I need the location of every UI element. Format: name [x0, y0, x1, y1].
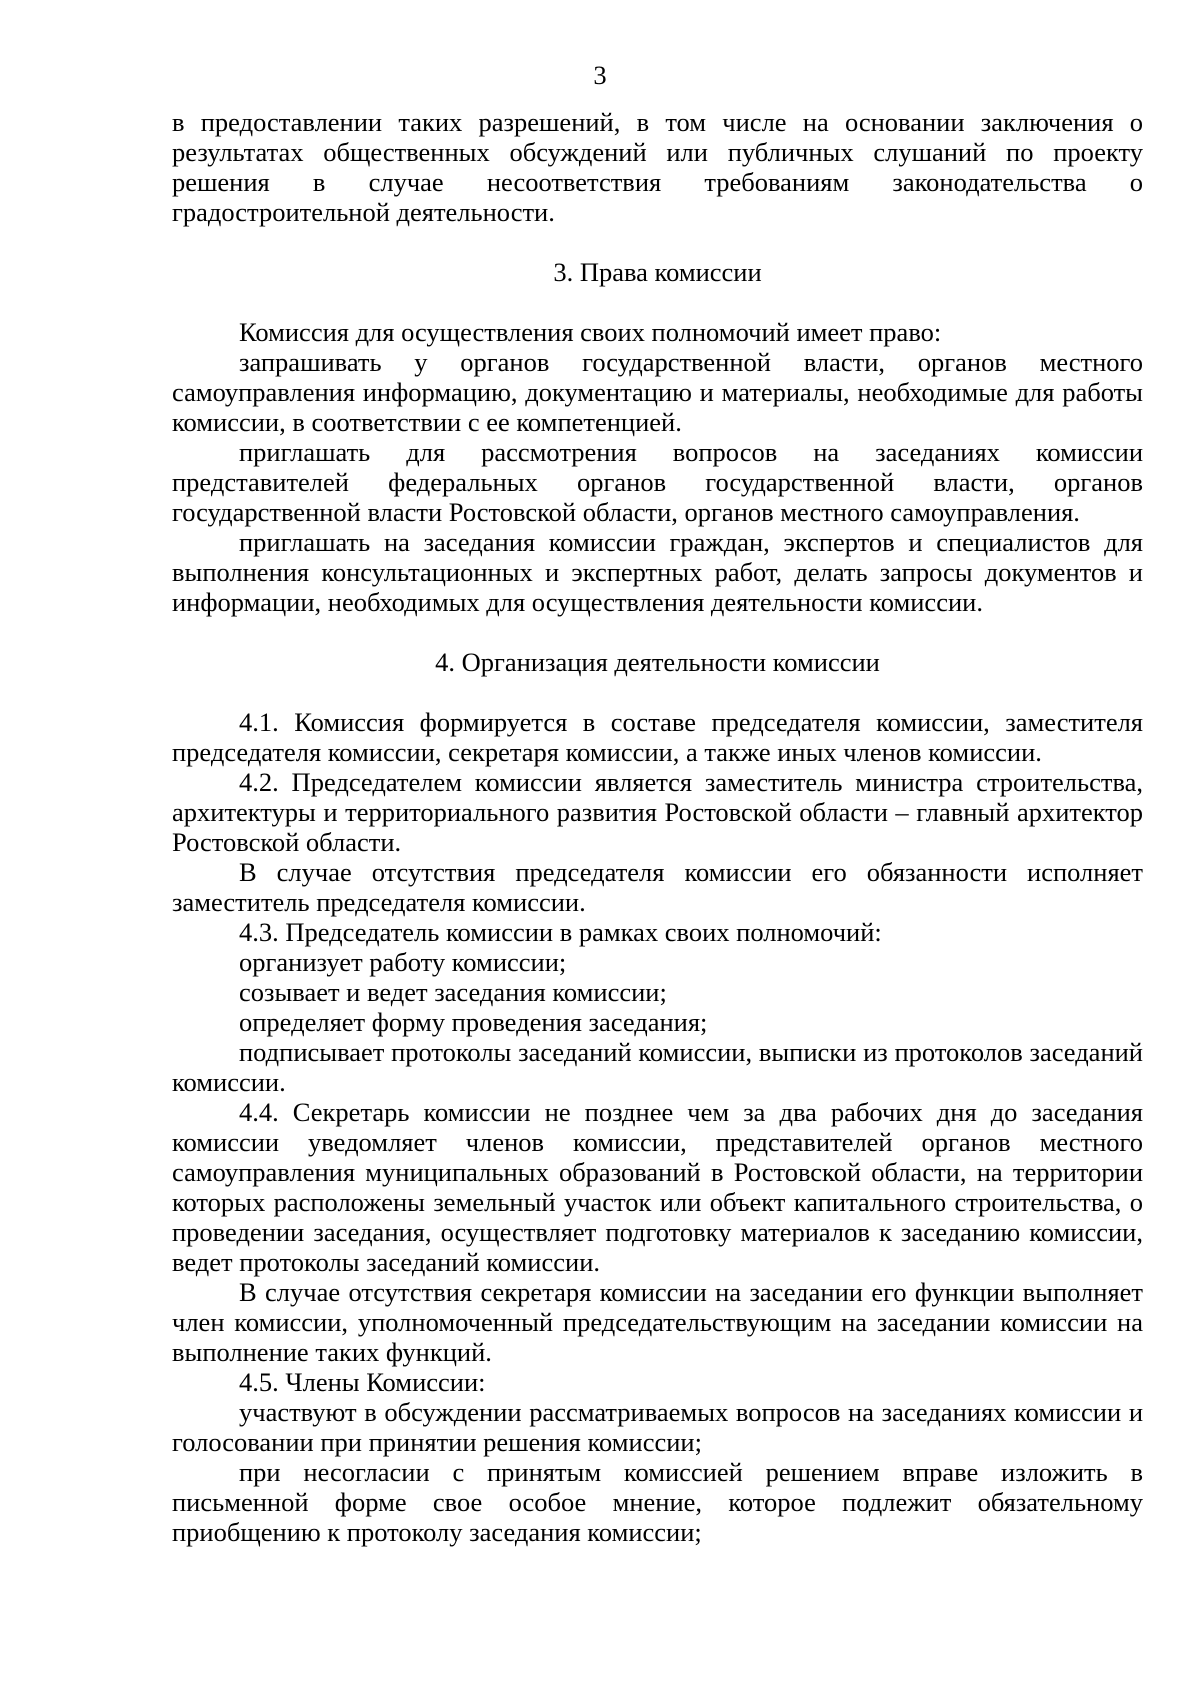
section-3-paragraph: приглашать для рассмотрения вопросов на заседаниях комиссии представителей федеральных органов государственной власти, органов государственной власти Ростовской области, органов местного самоуправления.	[172, 437, 1143, 527]
section-4-list-item: организует работу комиссии;	[239, 947, 567, 977]
document-body	[172, 107, 1143, 1547]
intro-paragraph: в предоставлении таких разрешений, в том числе на основании заключения о результатах общественных обсуждений или публичных слушаний по проекту решения в случае несоответствия требованиям законодательства о градостроительной деятельности.	[172, 107, 1143, 227]
spacer	[172, 287, 1143, 317]
section-3-heading: 3. Права комиссии	[553, 257, 762, 287]
section-3-paragraph: приглашать на заседания комиссии граждан, экспертов и специалистов для выполнения консультационных и экспертных работ, делать запросы документов и информации, необходимых для осуществления деятельности комиссии.	[172, 527, 1143, 617]
section-4-paragraph: 4.2. Председателем комиссии является заместитель министра строительства, архитектуры и территориального развития Ростовской области – главный архитектор Ростовской области.	[172, 767, 1143, 857]
section-4-paragraph: 4.4. Секретарь комиссии не позднее чем за два рабочих дня до заседания комиссии уведомляет членов комиссии, представителей органов местного самоуправления муниципальных образований в Ростовской области, на территории которых расположены земельный участок или объект капитального строительства, о проведении заседания, осуществляет подготовку материалов к заседанию комиссии, ведет протоколы заседаний комиссии.	[172, 1097, 1143, 1277]
spacer	[172, 227, 1143, 257]
section-4-paragraph: 4.5. Члены Комиссии:	[239, 1367, 486, 1397]
section-4-paragraph: 4.1. Комиссия формируется в составе председателя комиссии, заместителя председателя комиссии, секретаря комиссии, а также иных членов комиссии.	[172, 707, 1143, 767]
section-3-paragraph: Комиссия для осуществления своих полномочий имеет право:	[239, 317, 942, 347]
spacer	[172, 677, 1143, 707]
section-4-paragraph: В случае отсутствия председателя комиссии его обязанности исполняет заместитель председателя комиссии.	[172, 857, 1143, 917]
page-number: 3	[593, 60, 607, 90]
section-4-list-item: определяет форму проведения заседания;	[239, 1007, 708, 1037]
section-3-paragraph: запрашивать у органов государственной власти, органов местного самоуправления информацию, документацию и материалы, необходимые для работы комиссии, в соответствии с ее компетенцией.	[172, 347, 1143, 437]
section-4-heading: 4. Организация деятельности комиссии	[435, 647, 880, 677]
section-4-list-item: при несогласии с принятым комиссией решением вправе изложить в письменной форме свое особое мнение, которое подлежит обязательному приобщению к протоколу заседания комиссии;	[172, 1457, 1143, 1547]
section-4-list-item: созывает и ведет заседания комиссии;	[239, 977, 667, 1007]
section-4-list-item: участвуют в обсуждении рассматриваемых вопросов на заседаниях комиссии и голосовании при принятии решения комиссии;	[172, 1397, 1143, 1457]
section-4-list-item: подписывает протоколы заседаний комиссии, выписки из протоколов заседаний комиссии.	[172, 1037, 1143, 1097]
section-4-paragraph: В случае отсутствия секретаря комиссии на заседании его функции выполняет член комиссии, уполномоченный председательствующим на заседании комиссии на выполнение таких функций.	[172, 1277, 1143, 1367]
section-4-paragraph: 4.3. Председатель комиссии в рамках своих полномочий:	[239, 917, 882, 947]
spacer	[172, 617, 1143, 647]
